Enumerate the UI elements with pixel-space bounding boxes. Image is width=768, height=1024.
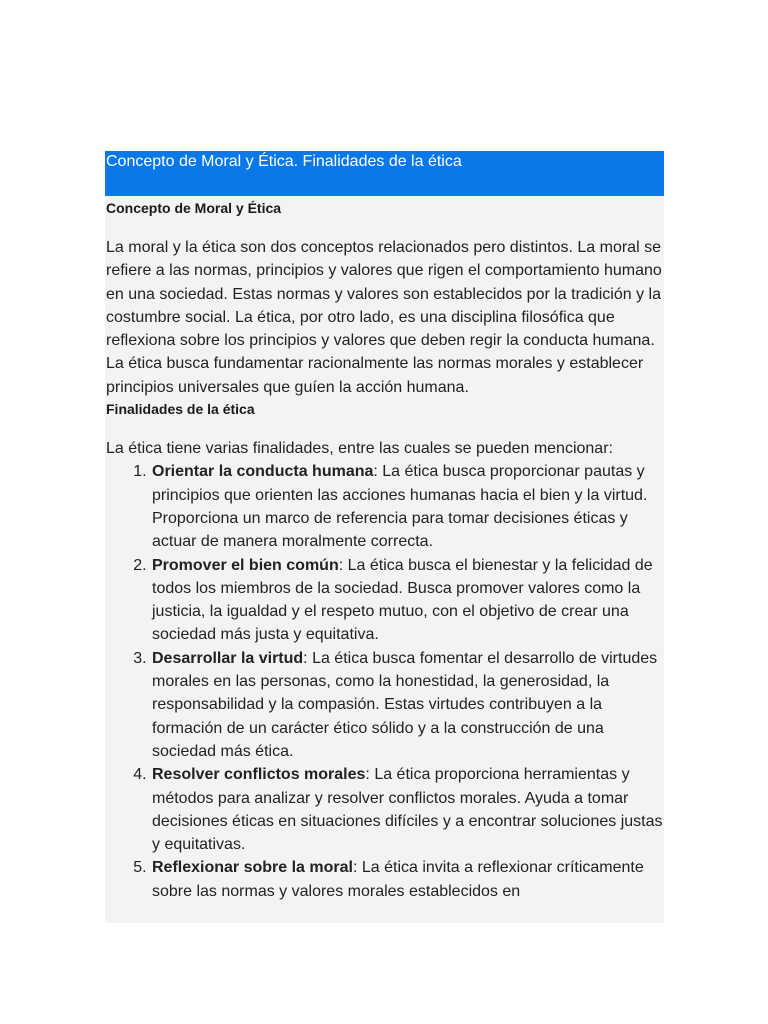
list-item <box>151 554 664 647</box>
goals-list <box>105 460 664 903</box>
list-item <box>151 856 664 903</box>
document-title: Concepto de Moral y Ética. Finalidades de la ética <box>105 151 664 196</box>
goal-title: Orientar la conducta humana <box>152 463 374 481</box>
list-item <box>151 460 664 553</box>
list-item <box>151 763 664 856</box>
goal-title: Resolver conflictos morales <box>152 766 366 784</box>
finalidades-intro: La ética tiene varias finalidades, entre las cuales se pueden mencionar: <box>106 440 613 458</box>
list-item <box>151 647 664 763</box>
goal-title: Desarrollar la virtud <box>152 649 304 667</box>
heading-concepto: Concepto de Moral y Ética <box>106 200 282 216</box>
goal-title: Reflexionar sobre la moral <box>152 859 353 877</box>
goal-text: : La ética invita a reflexionar críticamente sobre las normas y valores morales establecidos en <box>152 859 644 900</box>
goal-text: : La ética busca fomentar el desarrollo de virtudes morales en las personas, como la honestidad, la generosidad, la responsabilidad y la compasión. Estas virtudes contribuyen a la formación de un carácter ético sólido y a la construcción de una sociedad más ética. <box>152 649 658 760</box>
intro-paragraph: La moral y la ética son dos conceptos relacionados pero distintos. La moral se refiere a las normas, principios y valores que rigen el comportamiento humano en una sociedad. Estas normas y valores son establecidos por la tradición y la costumbre social. La ética, por otro lado, es una disciplina filosófica que reflexiona sobre los principios y valores que deben regir la conducta humana. La ética busca fundamentar racionalmente las normas morales y establecer principios universales que guíen la acción humana. <box>106 239 662 396</box>
goal-text: : La ética busca proporcionar pautas y principios que orienten las acciones humanas hacia el bien y la virtud. Proporciona un marco de referencia para tomar decisiones éticas y actuar de manera moralmente correcta. <box>152 463 648 551</box>
goal-title: Promover el bien común <box>152 556 339 574</box>
document-panel <box>105 151 664 923</box>
heading-finalidades: Finalidades de la ética <box>106 401 255 418</box>
goal-text: : La ética proporciona herramientas y métodos para analizar y resolver conflictos morales. Ayuda a tomar decisiones éticas en situaciones difíciles y a encontrar soluciones justas y equitativas. <box>152 766 663 854</box>
goal-text: : La ética busca el bienestar y la felicidad de todos los miembros de la sociedad. Busca promover valores como la justicia, la igualdad y el respeto mutuo, con el objetivo de crear una sociedad más justa y equitativa. <box>152 556 653 644</box>
